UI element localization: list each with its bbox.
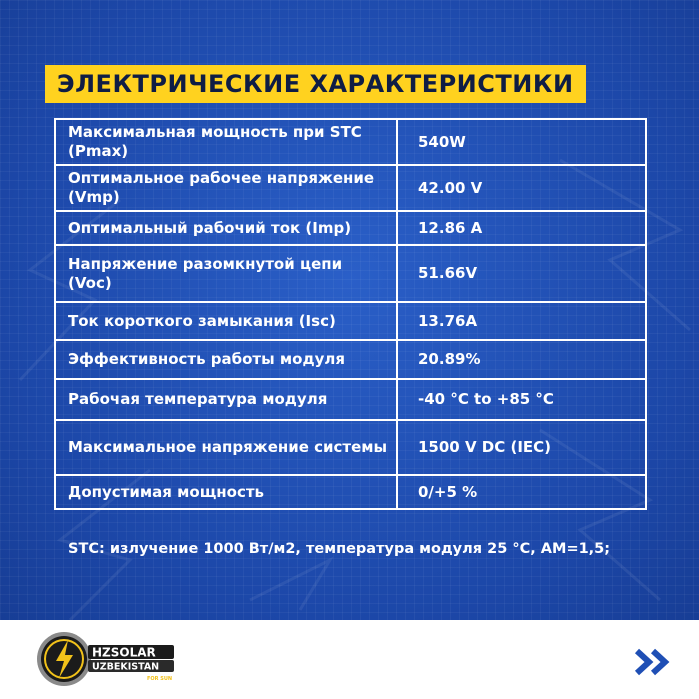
specs-table — [54, 118, 647, 510]
spec-label: Оптимальное рабочее напряжение (Vmp) — [55, 165, 397, 211]
spec-label: Эффективность работы модуля — [55, 340, 397, 379]
logo-line3: FOR SUN — [147, 676, 173, 682]
spec-value: 12.86 A — [397, 211, 646, 245]
spec-label: Максимальное напряжение системы — [55, 420, 397, 475]
table-row — [55, 119, 646, 165]
spec-label: Допустимая мощность — [55, 475, 397, 509]
spec-label: Рабочая температура модуля — [55, 379, 397, 420]
spec-value: 0/+5 % — [397, 475, 646, 509]
table-row — [55, 245, 646, 302]
spec-value: 42.00 V — [397, 165, 646, 211]
spec-label: Ток короткого замыкания (Isc) — [55, 302, 397, 340]
page-title: ЭЛЕКТРИЧЕСКИЕ ХАРАКТЕРИСТИКИ — [57, 70, 574, 98]
spec-value: 20.89% — [397, 340, 646, 379]
hzsolar-logo — [34, 628, 179, 690]
logo-line2: UZBEKISTAN — [92, 661, 160, 673]
spec-label: Максимальная мощность при STC (Pmax) — [55, 119, 397, 165]
logo-line1: HZSOLAR — [92, 645, 156, 660]
spec-label: Напряжение разомкнутой цепи (Voc) — [55, 245, 397, 302]
stc-footnote: STC: излучение 1000 Вт/м2, температура модуля 25 °C, AM=1,5; — [68, 541, 611, 557]
table-row — [55, 340, 646, 379]
spec-value: 13.76A — [397, 302, 646, 340]
table-row — [55, 379, 646, 420]
spec-label: Оптимальный рабочий ток (Imp) — [55, 211, 397, 245]
title-banner — [45, 65, 586, 103]
spec-value: 1500 V DC (IEC) — [397, 420, 646, 475]
table-row — [55, 420, 646, 475]
spec-value: 51.66V — [397, 245, 646, 302]
double-chevron-right-icon[interactable] — [634, 648, 674, 676]
spec-value: 540W — [397, 119, 646, 165]
table-row — [55, 302, 646, 340]
spec-value: -40 °C to +85 °C — [397, 379, 646, 420]
table-row — [55, 475, 646, 509]
table-row — [55, 211, 646, 245]
table-row — [55, 165, 646, 211]
